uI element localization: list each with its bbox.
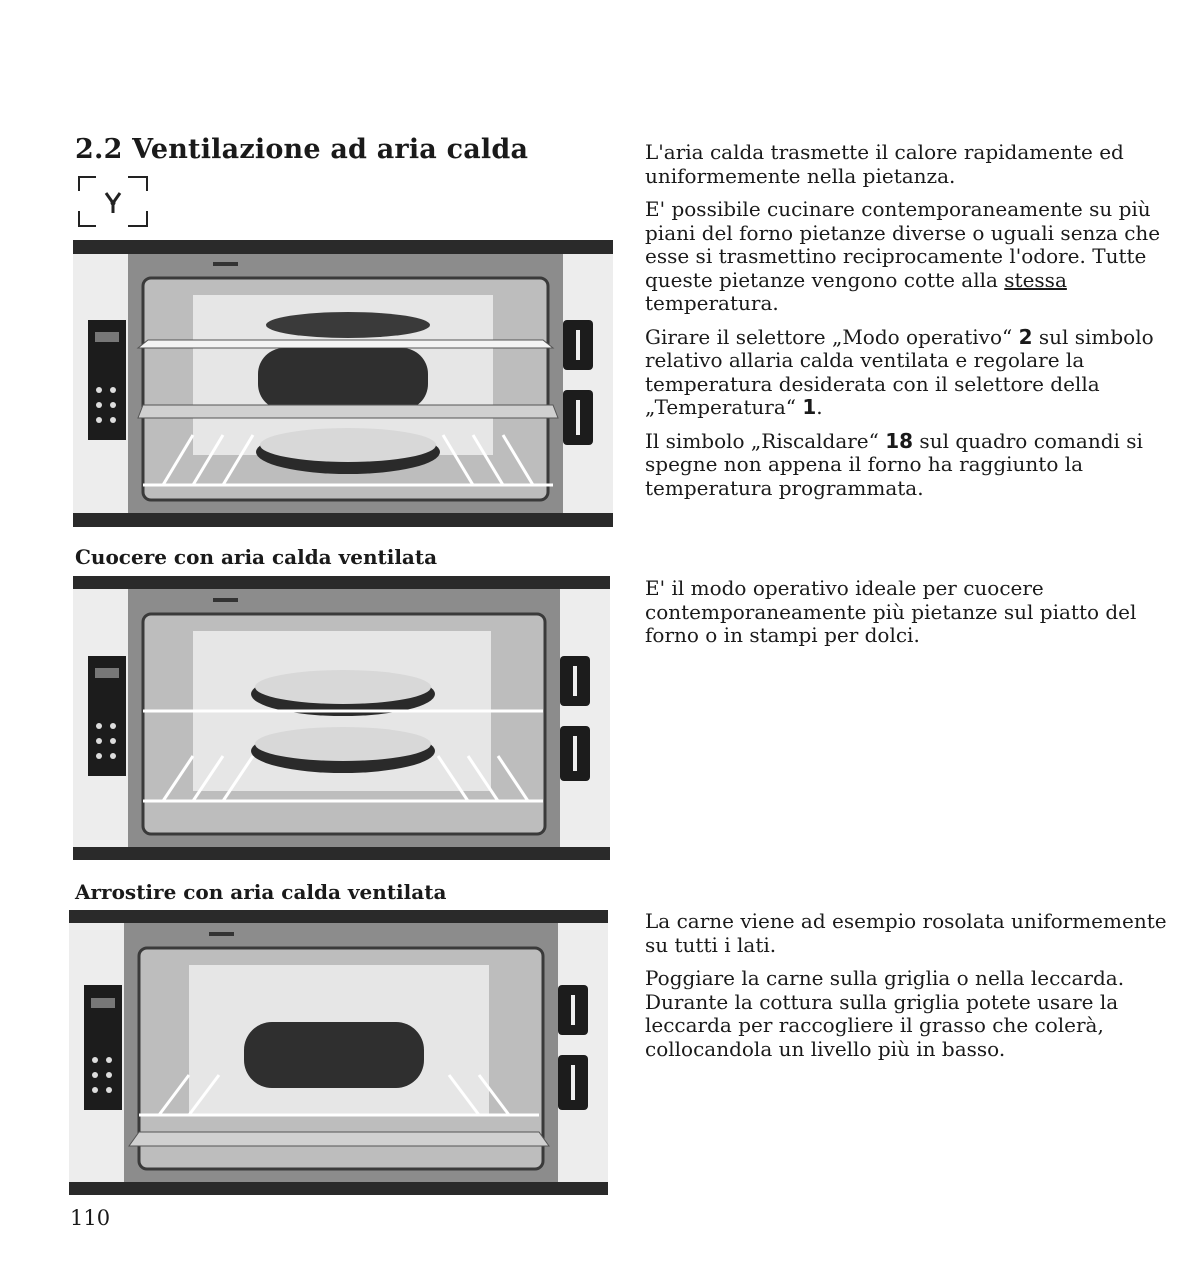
arrostire-paragraph-2: Poggiare la carne sulla griglia o nella leccarda. Durante la cottura sulla griglia potete usare la leccarda per raccogliere il grasso che colerà, collocandola un livello più in basso.	[645, 966, 1125, 1061]
intro-paragraph-2	[645, 198, 1190, 316]
ref-number-1: 1	[802, 395, 817, 419]
intro-paragraph-1: L'aria calda trasmette il calore rapidamente ed uniformemente nella pietanza.	[645, 140, 1124, 188]
cuocere-paragraph-1: E' il modo operativo ideale per cuocere contemporaneamente più pietanze sul piatto del forno o in stampi per dolci.	[645, 576, 1137, 647]
intro-paragraph-4	[645, 430, 1190, 501]
intro-paragraph-3	[645, 326, 1190, 420]
oven-illustration-baking	[73, 576, 610, 860]
oven-illustration-roasting	[69, 910, 608, 1195]
hot-air-fan-mode-icon	[76, 173, 150, 229]
section-title: 2.2 Ventilazione ad aria calda	[75, 134, 529, 165]
intro-p2-underlined: stessa	[1004, 267, 1067, 292]
ref-number-2: 2	[1018, 324, 1033, 349]
intro-text	[645, 141, 1190, 510]
intro-p2-text: E' possibile cucinare contemporaneamente su più piani del forno pietanze diverse o uguali senza che esse si trasmettino reciprocamente l'odore. Tutte queste pietanze vengono cotte alla	[645, 197, 1161, 292]
intro-p4-text: Il simbolo „Riscaldare“	[645, 428, 886, 453]
intro-p4-end: sul quadro comandi si spegne non appena il forno ha raggiunto la temperatura programmata.	[645, 428, 1143, 500]
heading-cuocere: Cuocere con aria calda ventilata	[75, 545, 438, 569]
heading-arrostire: Arrostire con aria calda ventilata	[75, 880, 447, 904]
arrostire-paragraph-1: La carne viene ad esempio rosolata uniformemente su tutti i lati.	[645, 909, 1167, 957]
cuocere-text	[645, 577, 1190, 658]
intro-p3-middle: sul simbolo relativo allaria calda ventilata e regolare la temperatura desiderata con il selettore della „Temperatura“	[645, 324, 1154, 419]
intro-p3-end: .	[816, 395, 823, 419]
intro-p2-end: temperatura.	[645, 291, 779, 315]
intro-p3-text: Girare il selettore „Modo operativo“	[645, 324, 1019, 349]
ref-number-18: 18	[885, 428, 914, 453]
oven-illustration-multilevel	[73, 240, 613, 527]
page-number: 110	[70, 1206, 111, 1230]
arrostire-text	[645, 910, 1190, 1071]
